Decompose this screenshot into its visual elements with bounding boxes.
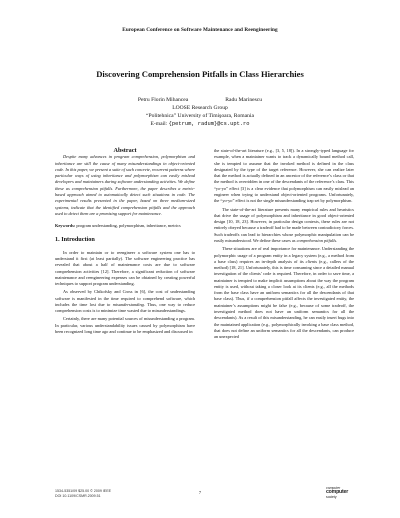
keywords-text: program understanding, polymorphism, inheritance, metrics: [76, 223, 181, 229]
keywords-label: Keywords:: [55, 223, 76, 229]
right-column: [214, 148, 354, 340]
paper-title: Discovering Comprehension Pitfalls in Class Hierarchies: [96, 69, 304, 79]
logo-line-main: computer: [326, 489, 349, 495]
affiliation-university: “Politehnica” University of Timişoara, Romania: [146, 113, 254, 119]
ieee-computer-society-logo: [326, 486, 356, 500]
copyright-line: 1534-5351/09 $25.00 © 2009 IEEE: [55, 489, 111, 493]
intro-paragraph-2: As observed by Chikofsky and Cross in [6], the cost of understanding software is manifested in the time required to comprehend software, which includes the time lost due to misunderstanding. Thus, one way to reduce comprehension costs is to minimize time wasted due to misunderstandings.: [55, 289, 196, 314]
abstract-heading: Abstract: [113, 147, 137, 154]
author-name-2: Radu Marinescu: [225, 97, 263, 103]
intro-paragraph-3: Certainly, there are many potential sources of misunderstanding a program. In particular, various understandability issues caused by polymorphism have been recognized long time ago and continue to be emphasized and discussed in: [55, 316, 195, 335]
body-paragraph-2: The state-of-the-art literature presents many empirical rules and heuristics that drive the usage of polymorphism and inheritance in good object-oriented design [10, 18, 23]. However, in particular design contexts, these rules are not entirely obeyed because a tradeoff had to be made between contradictory forces. Such tradeoffs can lead to hierarchies whose polymorphic manipulation can be easily misunderstood. We define these cases as comprehension pitfalls.: [214, 206, 354, 243]
left-column: [55, 148, 195, 335]
intro-paragraph-1: In order to maintain or to reengineer a software system one has to understand it first (at least partially). The software engineering practice has revealed that about a half of maintenance costs are due to software comprehension activities [12]. Therefore, a significant reduction of software maintenance and reengineering expenses can be obtained by creating powerful techniques to support program understanding.: [55, 249, 195, 287]
email-address[interactable]: {petrum, radum}@cs.upt.ro: [168, 121, 250, 127]
body-paragraph-1: the state-of-the-art literature (e.g., [3, 5, 18]). In a strongly-typed language for example, when a maintainer wants to track a dynamically bound method call, she is tempted to assume that the invoked method is defined in the class designated by the type of the target reference. However, she can realize later that the method is actually defined in an ancestor of the reference’s class or that the method is overridden in one of the descendants of the reference’s class. This “yo-yo” effect [3] is a clear evidence that polymorphism can easily mislead an engineer when trying to understand object-oriented programs. Unfortunately, the “yo-yo” effect is not the single misunderstanding trap set by polymorphism.: [214, 148, 354, 204]
section-heading-introduction: 1. Introduction: [55, 236, 95, 244]
abstract-text: Despite many advances in program comprehension, polymorphism and inheritance are still the cause of many misunderstandings in object-oriented code. In this paper, we present a suite of such concrete, recurrent patterns where particular ways of using inheritance and polymorphism can easily mislead developers and maintainers during software understanding activities. We define these as comprehension pitfalls. Furthermore, the paper describes a metric-based approach aimed to automatically detect such situations in code. The experimental results presented in the paper, based on three medium-sized systems, indicate that the identified comprehension pitfalls and the approach used to detect them are a promising support for maintenance.: [55, 154, 195, 216]
author-name-1: Petru Florin Mihancea: [137, 97, 189, 103]
keywords-line: [55, 223, 195, 229]
author-names: [0, 96, 400, 104]
affiliation-group: LOOSE Research Group: [172, 105, 228, 111]
author-email: [0, 120, 400, 128]
doi-line: DOI 10.1109/CSMR.2009.51: [55, 494, 101, 499]
logo-line-bottom: society: [326, 495, 337, 499]
conference-header: European Conference on Software Maintenance and Reengineering: [122, 27, 278, 33]
email-label: E-mail:: [150, 121, 168, 127]
page-number: 7: [198, 490, 202, 495]
logo-line-top: computer: [326, 486, 341, 490]
author-block: [0, 96, 400, 128]
body-paragraph-3: These situations are of real importance for maintenance. Understanding the polymorphic usage of a program entity in a legacy system (e.g., a method from a base class) requires an in-depth analysis of its clients (e.g., callers of the method) [18, 21]. Unfortunately, this is time consuming since a detailed manual investigation of the clients’ code is required. Therefore, in order to save time, a maintainer is tempted to make implicit assumptions about the way the program entity is used, without taking a closer look at its clients (e.g., all the methods from the base class have an uniform semantics for all the descendants of that base class). Thus, if a comprehension pitfall affects the investigated entity, the maintainer’s assumptions might be false (e.g., because of some tradeoff, the investigated method does not have an uniform semantics for all the descendants). As a result of this misunderstanding, he can easily insert bugs into the maintained application (e.g., polymorphically invoking a base class method, that does not define an uniform semantics for all the descendants, can produce an unexpected: [214, 246, 354, 340]
